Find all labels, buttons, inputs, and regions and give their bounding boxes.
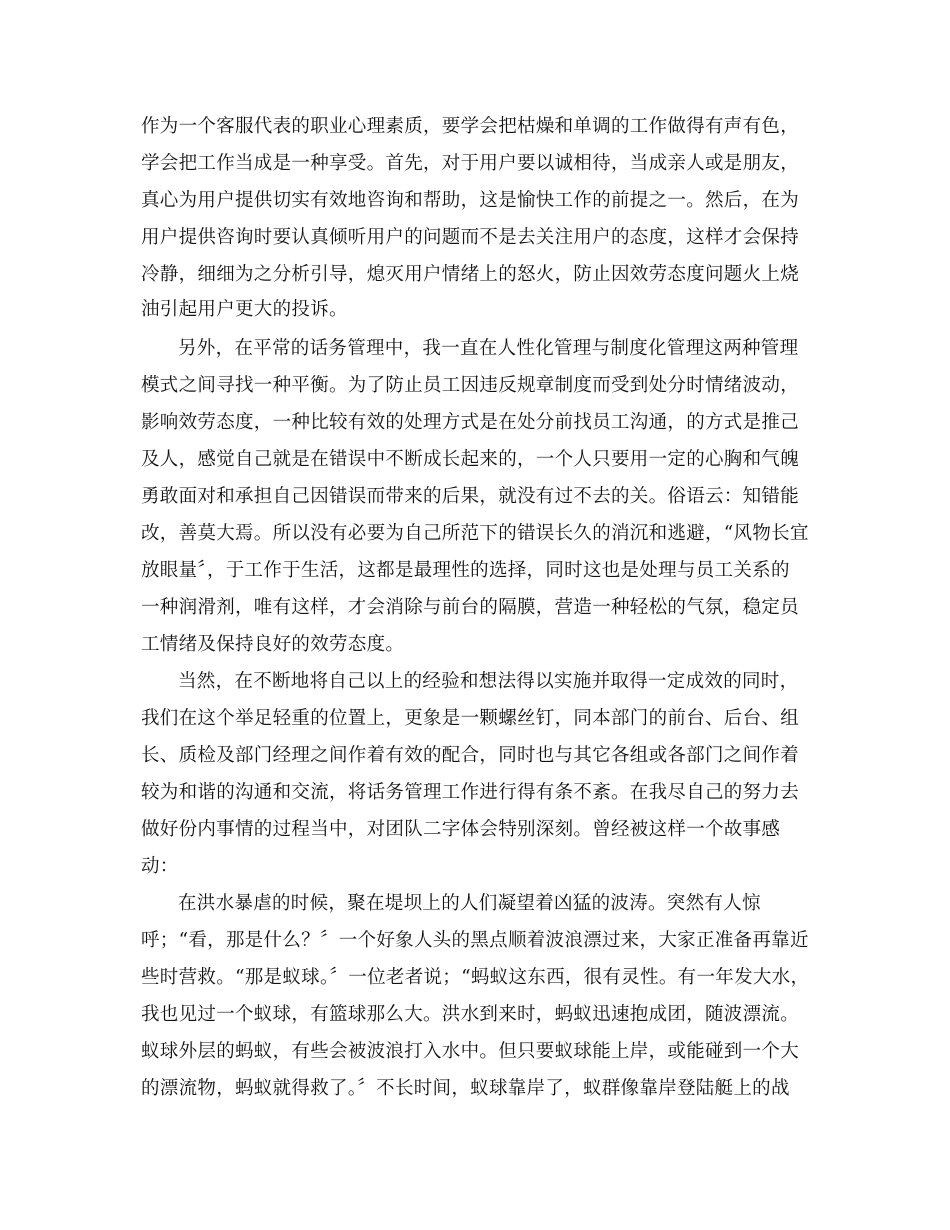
text-line: 一种润滑剂，唯有这样，才会消除与前台的隔膜，营造一种轻松的气氛，稳定员 <box>141 597 800 618</box>
text-line: 另外，在平常的话务管理中，我一直在人性化管理与制度化管理这两种管理 <box>178 338 799 359</box>
text-line: 工情绪及保持良好的效劳态度。 <box>141 634 405 655</box>
text-line: 用户提供咨询时要认真倾听用户的问题而不是去关注用户的态度，这样才会保持 <box>141 227 800 248</box>
text-line: 勇敢面对和承担自己因错误而带来的后果，就没有过不去的关。俗语云：知错能 <box>141 486 800 507</box>
text-line: 油引起用户更大的投诉。 <box>141 299 348 320</box>
text-line: 些时营救。“那是蚁球。〞一位老者说；“蚂蚁这东西，很有灵性。有一年发大水， <box>141 967 810 988</box>
text-line: 真心为用户提供切实有效地咨询和帮助，这是愉快工作的前提之一。然后，在为 <box>141 190 800 211</box>
text-line: 的漂流物，蚂蚁就得救了。〞不长时间，蚁球靠岸了，蚁群像靠岸登陆艇上的战 <box>141 1078 790 1099</box>
text-line: 在洪水暴虐的时候，聚在堤坝上的人们凝望着凶猛的波涛。突然有人惊 <box>178 893 761 914</box>
text-line: 做好份内事情的过程当中，对团队二字体会特别深刻。曾经被这样一个故事感 <box>141 819 781 840</box>
text-line: 我也见过一个蚁球，有篮球那么大。洪水到来时，蚂蚁迅速抱成团，随波漂流。 <box>141 1004 800 1025</box>
text-line: 学会把工作当成是一种享受。首先，对于用户要以诚相待，当成亲人或是朋友， <box>141 153 800 174</box>
text-line: 影响效劳态度，一种比较有效的处理方式是在处分前找员工沟通，的方式是推己 <box>141 412 800 433</box>
text-line: 及人，感觉自己就是在错误中不断成长起来的，一个人只要用一定的心胸和气魄 <box>141 449 800 470</box>
text-line: 长、质检及部门经理之间作着有效的配合，同时也与其它各组或各部门之间作着 <box>141 745 800 766</box>
text-line: 作为一个客服代表的职业心理素质，要学会把枯燥和单调的工作做得有声有色， <box>141 116 800 137</box>
text-line: 蚁球外层的蚂蚁，有些会被波浪打入水中。但只要蚁球能上岸，或能碰到一个大 <box>141 1041 800 1062</box>
text-line: 动： <box>141 856 179 877</box>
text-line: 较为和谐的沟通和交流，将话务管理工作进行得有条不紊。在我尽自己的努力去 <box>141 782 800 803</box>
text-line: 放眼量〞，于工作于生活，这都是最理性的选择，同时这也是处理与员工关系的 <box>141 560 790 581</box>
text-line: 当然，在不断地将自己以上的经验和想法得以实施并取得一定成效的同时， <box>178 671 799 692</box>
text-line: 冷静，细细为之分析引导，熄灭用户情绪上的怒火，防止因效劳态度问题火上烧 <box>141 264 800 285</box>
text-line: 我们在这个举足轻重的位置上，更象是一颗螺丝钉，同本部门的前台、后台、组 <box>141 708 800 729</box>
text-line: 改，善莫大焉。所以没有必要为自己所范下的错误长久的消沉和逃避，“风物长宜 <box>141 523 809 544</box>
text-line: 模式之间寻找一种平衡。为了防止员工因违反规章制度而受到处分时情绪波动， <box>141 375 800 396</box>
text-line: 呼；“看，那是什么？〞一个好象人头的黑点顺着波浪漂过来，大家正准备再靠近 <box>141 930 809 951</box>
